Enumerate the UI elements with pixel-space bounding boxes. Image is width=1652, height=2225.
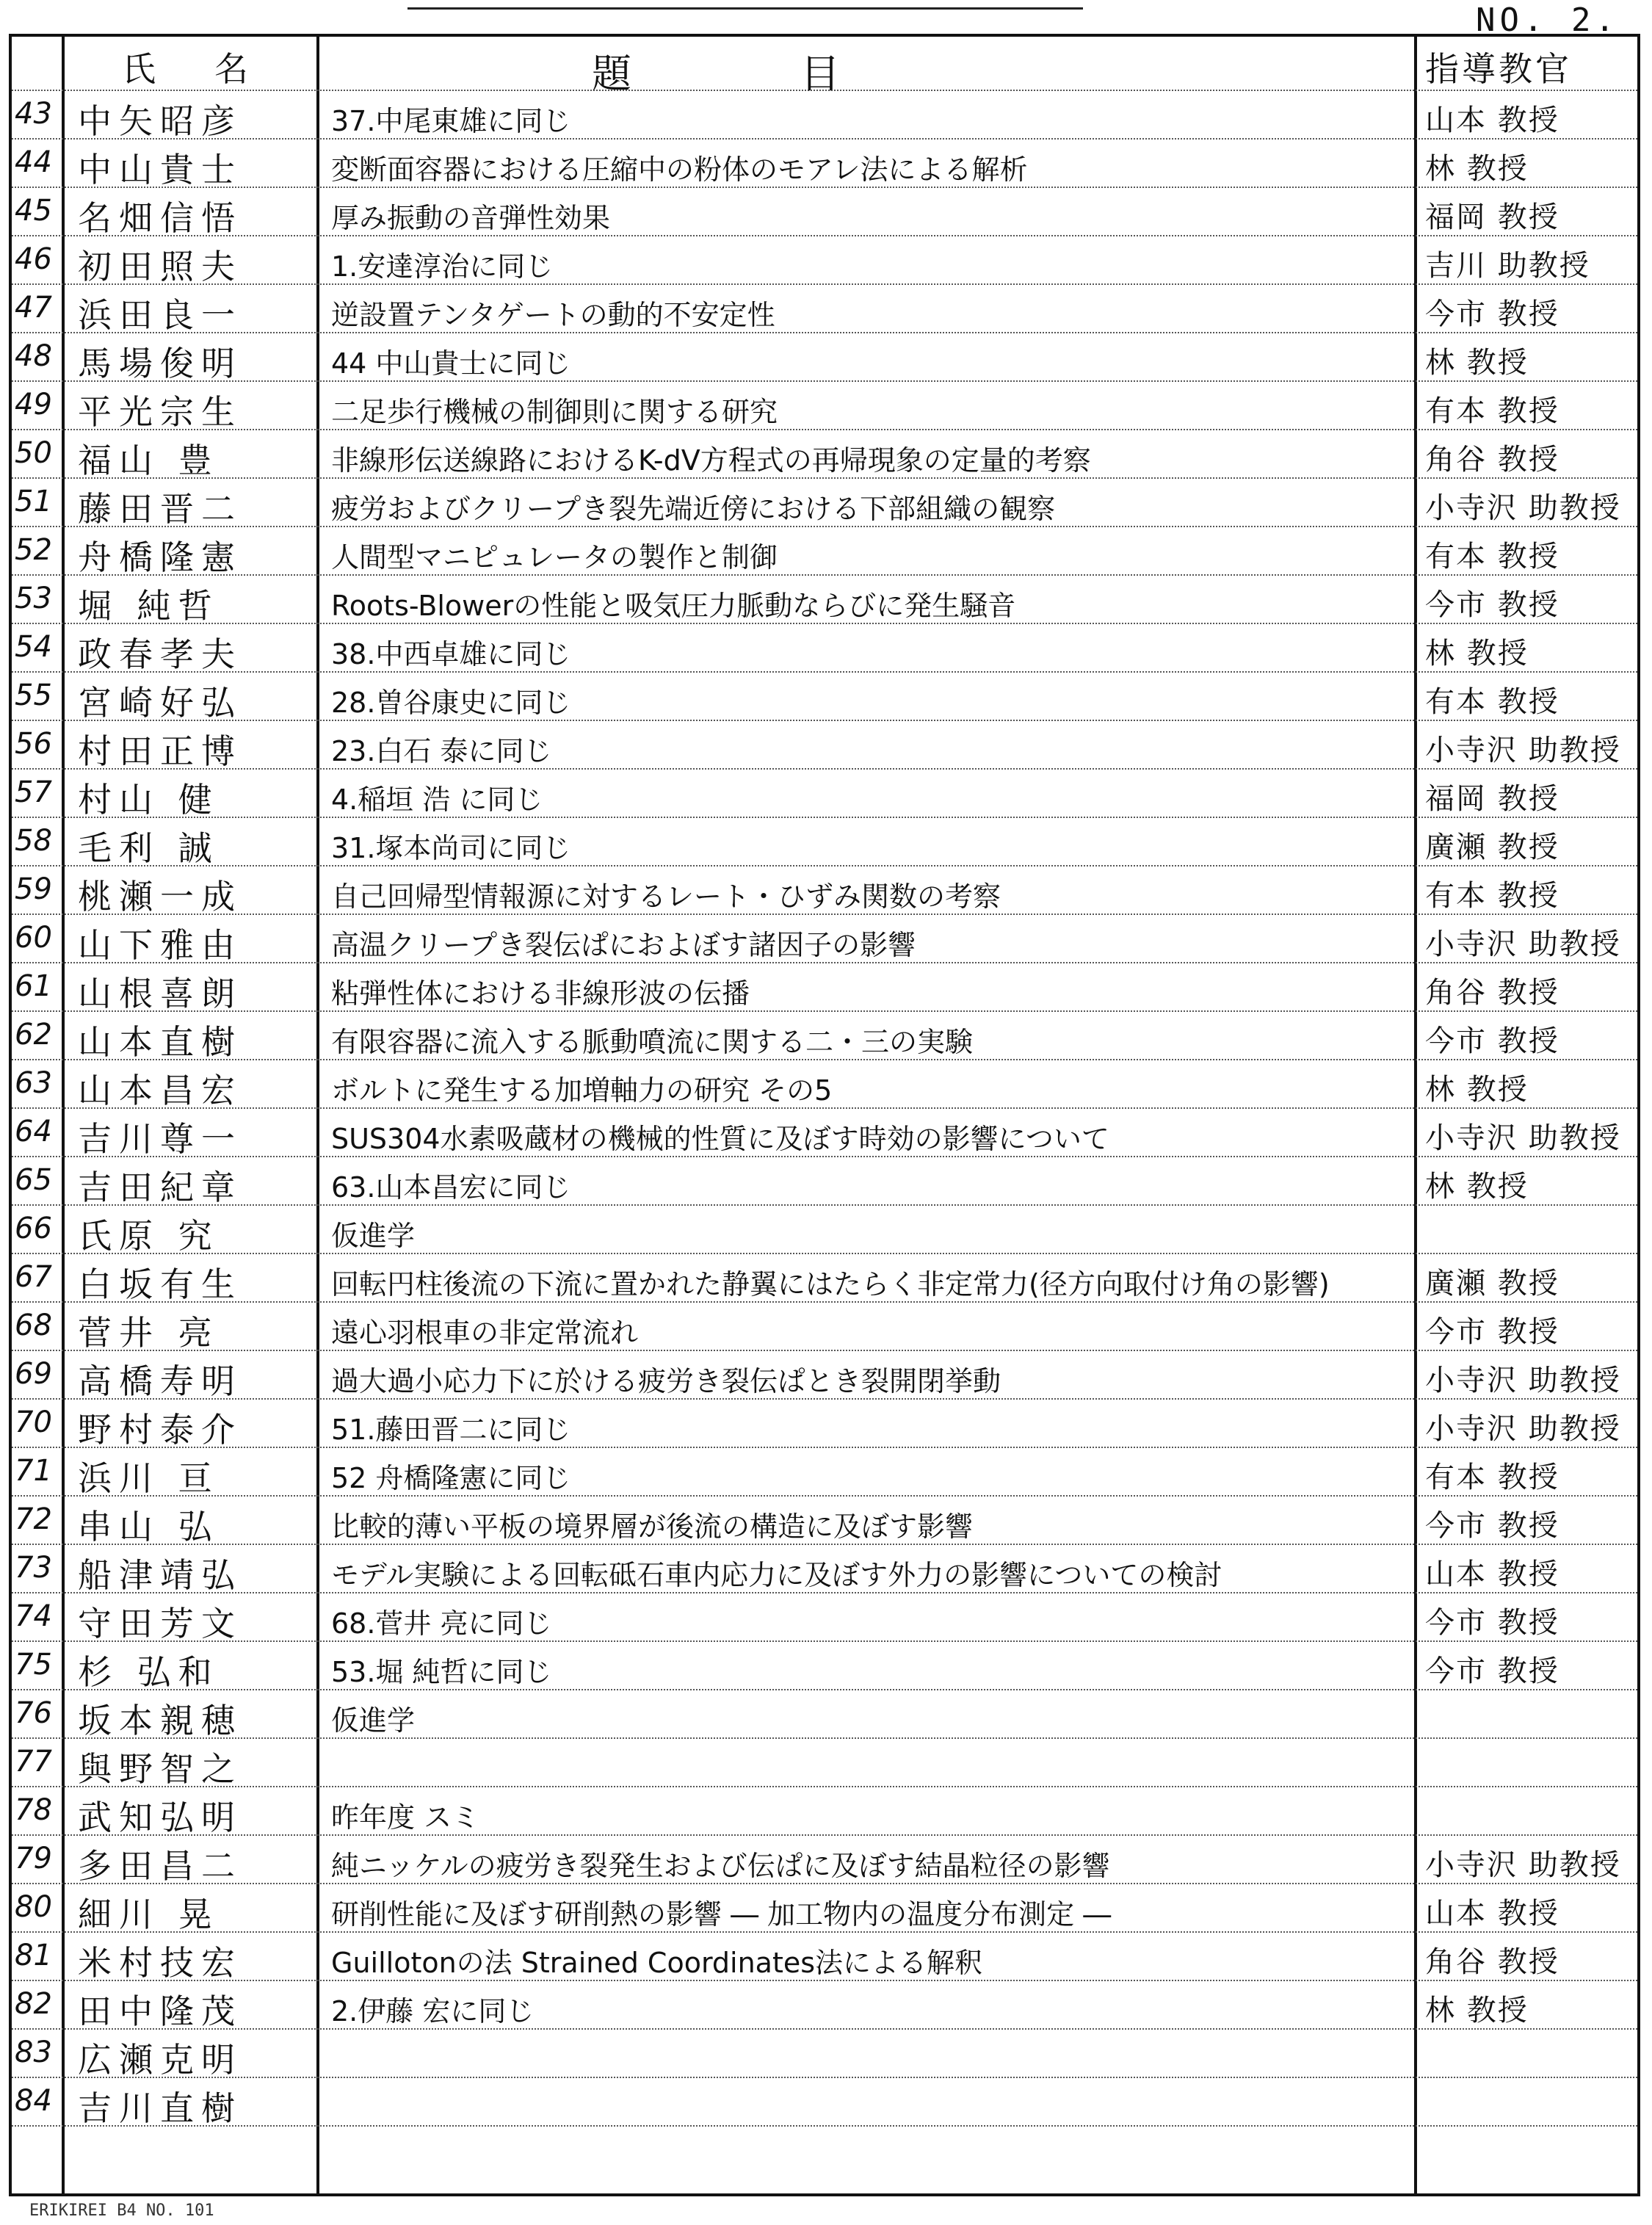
table-row — [12, 2077, 1637, 2127]
row-number: 72 — [15, 1502, 52, 1536]
advisor-name: 有本 教授 — [1425, 1461, 1559, 1494]
advisor-name: 廣瀬 教授 — [1425, 1267, 1559, 1300]
thesis-title: 厚み振動の音弾性効果 — [331, 202, 611, 234]
advisor-name: 小寺沢 助教授 — [1425, 1364, 1621, 1397]
table-row — [12, 429, 1637, 479]
row-number: 75 — [15, 1648, 52, 1682]
table-row — [12, 332, 1637, 382]
thesis-title: 31.塚本尚司に同じ — [331, 832, 571, 864]
thesis-title: 53.堀 純哲に同じ — [331, 1656, 552, 1688]
thesis-title: 疲労およびクリープき裂先端近傍における下部組織の観察 — [331, 493, 1056, 525]
thesis-title: 高温クリープき裂伝ぱにおよぼす諸因子の影響 — [331, 929, 916, 961]
row-number: 52 — [15, 533, 52, 567]
row-number: 49 — [15, 388, 52, 422]
student-name: 政春孝夫 — [78, 634, 242, 674]
row-number: 69 — [15, 1357, 52, 1391]
table-row — [12, 1786, 1637, 1836]
student-name: 田中隆茂 — [78, 1991, 242, 2031]
advisor-name: 山本 教授 — [1425, 1558, 1559, 1591]
thesis-title: 仮進学 — [331, 1220, 416, 1252]
table-row — [12, 138, 1637, 188]
row-number: 51 — [15, 485, 52, 518]
student-name: 守田芳文 — [78, 1604, 242, 1643]
row-number: 48 — [15, 339, 52, 373]
row-number: 46 — [15, 242, 52, 276]
student-name: 氏原 究 — [78, 1216, 220, 1256]
thesis-title: 純ニッケルの疲労き裂発生および伝ぱに及ぼす結晶粒径の影響 — [331, 1850, 1110, 1882]
advisor-name: 廣瀬 教授 — [1425, 831, 1559, 864]
thesis-title: 変断面容器における圧縮中の粉体のモアレ法による解析 — [331, 153, 1028, 186]
row-number: 66 — [15, 1212, 52, 1245]
student-name: 堀 純哲 — [78, 586, 220, 626]
advisor-name: 山本 教授 — [1425, 104, 1559, 137]
student-name: 福山 豊 — [78, 441, 220, 480]
student-name: 菅井 亮 — [78, 1313, 220, 1353]
student-name: 與野智之 — [78, 1749, 242, 1789]
thesis-title: 回転円柱後流の下流に置かれた静翼にはたらく非定常力(径方向取付け角の影響) — [331, 1268, 1330, 1300]
thesis-title: 自己回帰型情報源に対するレート・ひずみ関数の考察 — [331, 880, 1001, 913]
table-row — [12, 720, 1637, 770]
row-number: 60 — [15, 921, 52, 955]
table-row — [12, 1059, 1637, 1109]
advisor-name: 小寺沢 助教授 — [1425, 1121, 1621, 1155]
student-name: 高橋寿明 — [78, 1361, 242, 1401]
row-number: 45 — [15, 194, 52, 228]
row-number: 59 — [15, 872, 52, 906]
row-number: 79 — [15, 1842, 52, 1875]
row-number: 54 — [15, 630, 52, 664]
header-name: 氏名 — [122, 49, 307, 89]
advisor-name: 吉川 助教授 — [1425, 249, 1590, 283]
student-name: 藤田晋二 — [78, 489, 242, 529]
table-row — [12, 1447, 1637, 1497]
table-row — [12, 90, 1637, 140]
table-row — [12, 865, 1637, 915]
advisor-name: 今市 教授 — [1425, 1509, 1559, 1543]
student-name: 中矢昭彦 — [78, 101, 242, 141]
table-row — [12, 962, 1637, 1012]
thesis-title: 38.中西卓雄に同じ — [331, 638, 571, 670]
advisor-name: 林 教授 — [1425, 637, 1529, 670]
advisor-name: 有本 教授 — [1425, 879, 1559, 913]
student-name: 杉 弘和 — [78, 1652, 220, 1692]
thesis-title: 52 舟橋隆憲に同じ — [331, 1462, 571, 1494]
student-name: 米村技宏 — [78, 1943, 242, 1983]
table-row — [12, 187, 1637, 236]
student-name: 串山 弘 — [78, 1507, 220, 1546]
row-number: 50 — [15, 436, 52, 470]
row-number: 55 — [15, 679, 52, 712]
row-number: 64 — [15, 1115, 52, 1148]
thesis-title: 1.安達淳治に同じ — [331, 250, 554, 283]
row-number: 43 — [15, 97, 52, 131]
thesis-title: 44 中山貴士に同じ — [331, 347, 571, 380]
thesis-title: 28.曽谷康史に同じ — [331, 687, 571, 719]
thesis-title: ボルトに発生する加増軸力の研究 その5 — [331, 1074, 833, 1107]
student-name: 宮崎好弘 — [78, 683, 242, 723]
thesis-title: 過大過小応力下に於ける疲労き裂伝ぱとき裂開閉挙動 — [331, 1365, 1001, 1397]
table-row — [12, 2028, 1637, 2078]
table-row — [12, 817, 1637, 867]
thesis-title: 4.稲垣 浩 に同じ — [331, 784, 543, 816]
student-name: 多田昌二 — [78, 1846, 242, 1886]
table-row — [12, 380, 1637, 430]
student-name: 白坂有生 — [78, 1265, 242, 1304]
advisor-name: 林 教授 — [1425, 346, 1529, 380]
student-name: 山根喜朗 — [78, 974, 242, 1013]
advisor-name: 角谷 教授 — [1425, 443, 1559, 477]
row-number: 70 — [15, 1405, 52, 1439]
table-row — [12, 283, 1637, 333]
student-name: 山下雅由 — [78, 925, 242, 965]
advisor-name: 林 教授 — [1425, 152, 1529, 186]
thesis-title: 人間型マニピュレータの製作と制御 — [331, 541, 778, 574]
advisor-name: 角谷 教授 — [1425, 1945, 1559, 1979]
table-row — [12, 1301, 1637, 1351]
row-number: 74 — [15, 1599, 52, 1633]
advisor-name: 今市 教授 — [1425, 297, 1559, 331]
row-number: 67 — [15, 1260, 52, 1294]
row-number: 57 — [15, 775, 52, 809]
table-row — [12, 1544, 1637, 1593]
thesis-title: 遠心羽根車の非定常流れ — [331, 1317, 639, 1349]
student-name: 浜田良一 — [78, 295, 242, 335]
student-name: 山本直樹 — [78, 1022, 242, 1062]
advisor-name: 林 教授 — [1425, 1994, 1529, 2027]
thesis-list-table — [9, 34, 1640, 2196]
table-header — [12, 37, 1637, 97]
row-number: 78 — [15, 1793, 52, 1827]
thesis-title: 二足歩行機械の制御則に関する研究 — [331, 396, 778, 428]
header-advisor: 指導教官 — [1425, 49, 1572, 89]
table-row — [12, 1350, 1637, 1400]
student-name: 中山貴士 — [78, 150, 242, 189]
thesis-title: 68.菅井 亮に同じ — [331, 1607, 552, 1640]
student-name: 桃瀬一成 — [78, 877, 242, 916]
row-number: 68 — [15, 1309, 52, 1342]
table-row — [12, 1156, 1637, 1206]
student-name: 名畑信悟 — [78, 198, 242, 238]
student-name: 山本昌宏 — [78, 1071, 242, 1110]
student-name: 広瀬克明 — [78, 2040, 242, 2080]
table-row — [12, 526, 1637, 576]
student-name: 野村泰介 — [78, 1410, 242, 1450]
thesis-title: 研削性能に及ぼす研削熱の影響 ― 加工物内の温度分布測定 ― — [331, 1898, 1112, 1931]
row-number: 56 — [15, 727, 52, 761]
student-name: 浜川 亘 — [78, 1458, 220, 1498]
thesis-title: 63.山本昌宏に同じ — [331, 1171, 571, 1204]
thesis-title: 比較的薄い平板の境界層が後流の構造に及ぼす影響 — [331, 1511, 974, 1543]
row-number: 71 — [15, 1454, 52, 1488]
thesis-title: Guillotonの法 Strained Coordinates法による解釈 — [331, 1947, 983, 1979]
row-number: 58 — [15, 824, 52, 858]
row-number: 80 — [15, 1890, 52, 1924]
advisor-name: 今市 教授 — [1425, 588, 1559, 622]
table-row — [12, 1737, 1637, 1787]
thesis-title: 23.白石 泰に同じ — [331, 735, 552, 767]
advisor-name: 小寺沢 助教授 — [1425, 734, 1621, 767]
thesis-title: 非線形伝送線路におけるK-dV方程式の再帰現象の定量的考察 — [331, 444, 1091, 477]
advisor-name: 角谷 教授 — [1425, 976, 1559, 1010]
row-number: 65 — [15, 1163, 52, 1197]
thesis-title: 37.中尾東雄に同じ — [331, 105, 571, 137]
advisor-name: 山本 教授 — [1425, 1897, 1559, 1931]
student-name: 馬場俊明 — [78, 344, 242, 383]
table-row — [12, 1689, 1637, 1739]
table-row — [12, 1592, 1637, 1642]
advisor-name: 林 教授 — [1425, 1170, 1529, 1204]
thesis-title: Roots-Blowerの性能と吸気圧力脈動ならびに発生騒音 — [331, 590, 1016, 622]
thesis-title: 逆設置テンタゲートの動的不安定性 — [331, 299, 775, 331]
table-row — [12, 1883, 1637, 1933]
table-row — [12, 1640, 1637, 1690]
student-name: 吉田紀章 — [78, 1168, 242, 1207]
advisor-name: 小寺沢 助教授 — [1425, 491, 1621, 525]
student-name: 舟橋隆憲 — [78, 538, 242, 577]
thesis-title: モデル実験による回転砥石車内応力に及ぼす外力の影響についての検討 — [331, 1559, 1222, 1591]
table-row — [12, 768, 1637, 818]
advisor-name: 今市 教授 — [1425, 1024, 1559, 1058]
advisor-name: 林 教授 — [1425, 1073, 1529, 1107]
advisor-name: 小寺沢 助教授 — [1425, 927, 1621, 961]
row-number: 82 — [15, 1987, 52, 2021]
student-name: 吉川直樹 — [78, 2088, 242, 2128]
thesis-title: 仮進学 — [331, 1704, 416, 1737]
table-row — [12, 477, 1637, 527]
row-number: 62 — [15, 1018, 52, 1052]
student-name: 細川 晃 — [78, 1895, 220, 1934]
thesis-title: 粘弾性体における非線形波の伝播 — [331, 977, 750, 1010]
table-row — [12, 1495, 1637, 1545]
student-name: 坂本親穂 — [78, 1701, 242, 1740]
thesis-title: SUS304水素吸蔵材の機械的性質に及ぼす時効の影響について — [331, 1123, 1109, 1155]
advisor-name: 有本 教授 — [1425, 685, 1559, 719]
advisor-name: 有本 教授 — [1425, 394, 1559, 428]
row-number: 73 — [15, 1551, 52, 1585]
row-number: 63 — [15, 1066, 52, 1100]
student-name: 村田正博 — [78, 731, 242, 771]
student-name: 初田照夫 — [78, 247, 242, 286]
student-name: 吉川尊一 — [78, 1119, 242, 1159]
thesis-title: 51.藤田晋二に同じ — [331, 1414, 571, 1446]
student-name: 毛利 誠 — [78, 828, 220, 868]
advisor-name: 小寺沢 助教授 — [1425, 1412, 1621, 1446]
advisor-name: 福岡 教授 — [1425, 782, 1559, 816]
thesis-title: 2.伊藤 宏に同じ — [331, 1995, 535, 2027]
table-row — [12, 623, 1637, 673]
table-row — [12, 671, 1637, 721]
row-number: 77 — [15, 1745, 52, 1779]
advisor-name: 今市 教授 — [1425, 1606, 1559, 1640]
row-number: 53 — [15, 582, 52, 615]
student-name: 船津靖弘 — [78, 1555, 242, 1595]
top-rule — [407, 7, 1083, 10]
table-row — [12, 235, 1637, 285]
row-number: 47 — [15, 291, 52, 325]
row-number: 76 — [15, 1696, 52, 1730]
student-name: 平光宗生 — [78, 392, 242, 432]
table-row — [12, 1204, 1637, 1254]
table-row — [12, 913, 1637, 963]
page-number: NO. 2. — [1476, 1, 1619, 39]
student-name: 村山 健 — [78, 780, 220, 820]
advisor-name: 小寺沢 助教授 — [1425, 1848, 1621, 1882]
advisor-name: 有本 教授 — [1425, 540, 1559, 574]
table-row — [12, 1398, 1637, 1448]
header-title: 題目 — [592, 51, 1009, 97]
table-row — [12, 1980, 1637, 2030]
row-number: 84 — [15, 2084, 52, 2118]
advisor-name: 福岡 教授 — [1425, 200, 1559, 234]
table-row — [12, 1107, 1637, 1157]
advisor-name: 今市 教授 — [1425, 1654, 1559, 1688]
table-row — [12, 1931, 1637, 1981]
paper-footer: ERIKIREI B4 NO. 101 — [29, 2202, 214, 2220]
table-row — [12, 1253, 1637, 1303]
row-number: 83 — [15, 2036, 52, 2069]
advisor-name: 今市 教授 — [1425, 1315, 1559, 1349]
table-row — [12, 574, 1637, 624]
table-row — [12, 1010, 1637, 1060]
thesis-title: 有限容器に流入する脈動噴流に関する二・三の実験 — [331, 1026, 974, 1058]
row-number: 44 — [15, 145, 52, 179]
thesis-title: 昨年度 スミ — [331, 1801, 480, 1834]
table-row — [12, 1834, 1637, 1884]
row-number: 61 — [15, 969, 52, 1003]
row-number: 81 — [15, 1939, 52, 1972]
student-name: 武知弘明 — [78, 1798, 242, 1837]
